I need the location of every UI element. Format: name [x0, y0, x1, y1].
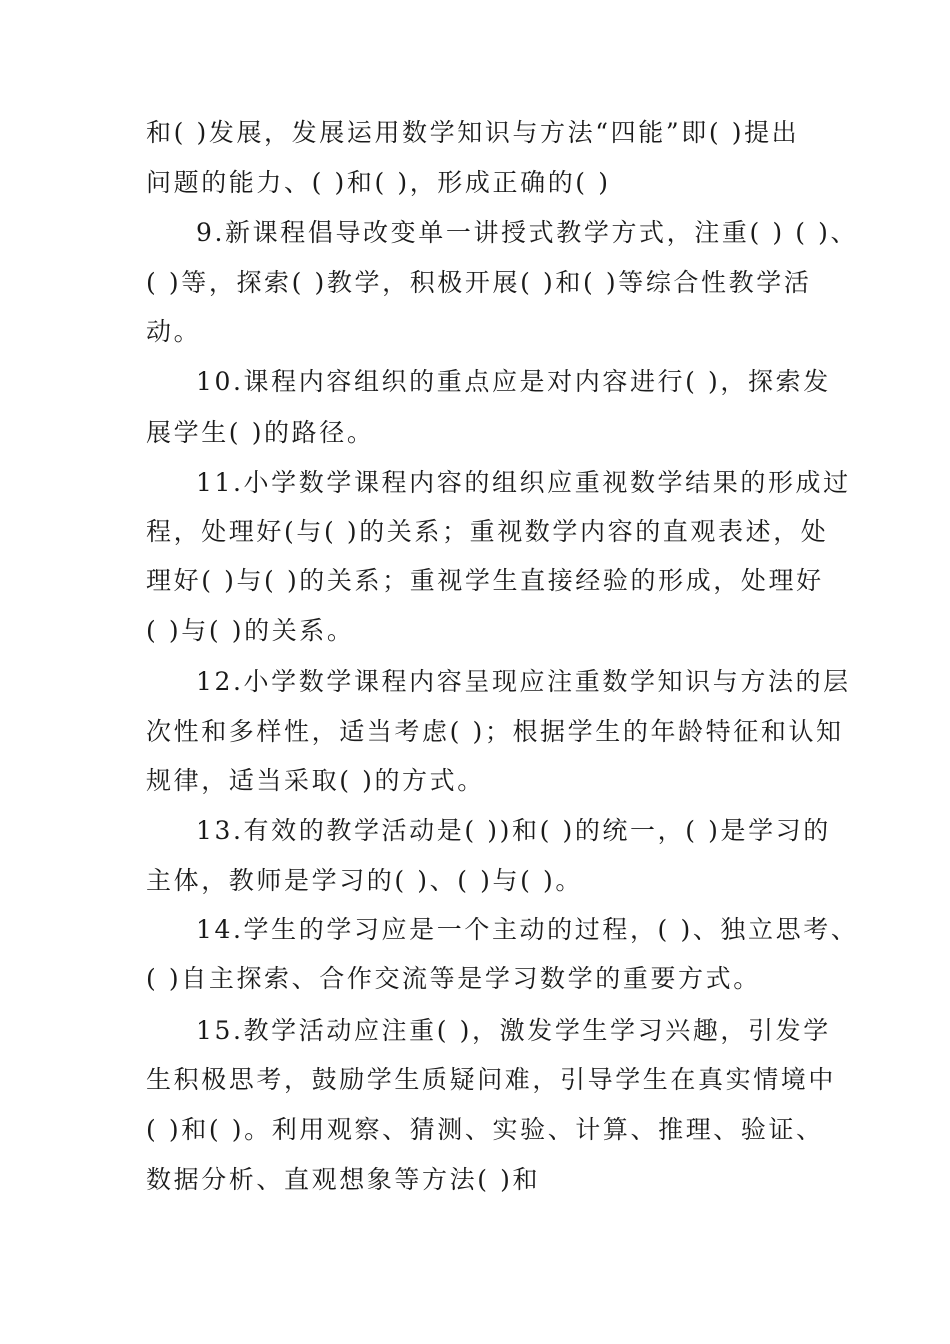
- text-line: 问题的能力、( )和( )，形成正确的( ): [146, 168, 611, 197]
- text-line: 10.课程内容组织的重点应是对内容进行( )，探索发: [196, 367, 831, 396]
- text-line: 主体，教师是学习的( )、( )与( )。: [146, 866, 583, 895]
- text-line: 生积极思考，鼓励学生质疑问难，引导学生在真实情境中: [146, 1065, 837, 1094]
- text-line: ( )和( )。利用观察、猜测、实验、计算、推理、验证、: [146, 1115, 824, 1144]
- text-line: ( )与( )的关系。: [146, 616, 355, 645]
- text-line: 13.有效的教学活动是( ))和( )的统一，( )是学习的: [196, 816, 831, 845]
- text-line: 15.教学活动应注重( )，激发学生学习兴趣，引发学: [196, 1016, 831, 1045]
- text-line: 展学生( )的路径。: [146, 418, 375, 447]
- text-line: 程，处理好(与( )的关系；重视数学内容的直观表述，处: [146, 517, 829, 546]
- text-line: 规律，适当采取( )的方式。: [146, 766, 485, 795]
- text-line: 次性和多样性，适当考虑( )；根据学生的年龄特征和认知: [146, 717, 844, 746]
- text-line: 数据分析、直观想象等方法( )和: [146, 1165, 541, 1194]
- text-line: 12.小学数学课程内容呈现应注重数学知识与方法的层: [196, 667, 851, 696]
- text-line: 理好( )与( )的关系；重视学生直接经验的形成，处理好: [146, 566, 824, 595]
- text-line: ( )自主探索、合作交流等是学习数学的重要方式。: [146, 964, 761, 993]
- text-line: ( )等，探索( )教学，积极开展( )和( )等综合性教学活: [146, 268, 812, 297]
- text-line: 动。: [146, 317, 202, 346]
- text-line: 和( )发展，发展运用数学知识与方法“四能”即( )提出: [146, 118, 800, 147]
- text-line: 9.新课程倡导改变单一讲授式教学方式，注重( ) ( )、: [196, 218, 859, 247]
- text-line: 14.学生的学习应是一个主动的过程，( )、独立思考、: [196, 915, 859, 944]
- text-line: 11.小学数学课程内容的组织应重视数学结果的形成过: [196, 468, 851, 497]
